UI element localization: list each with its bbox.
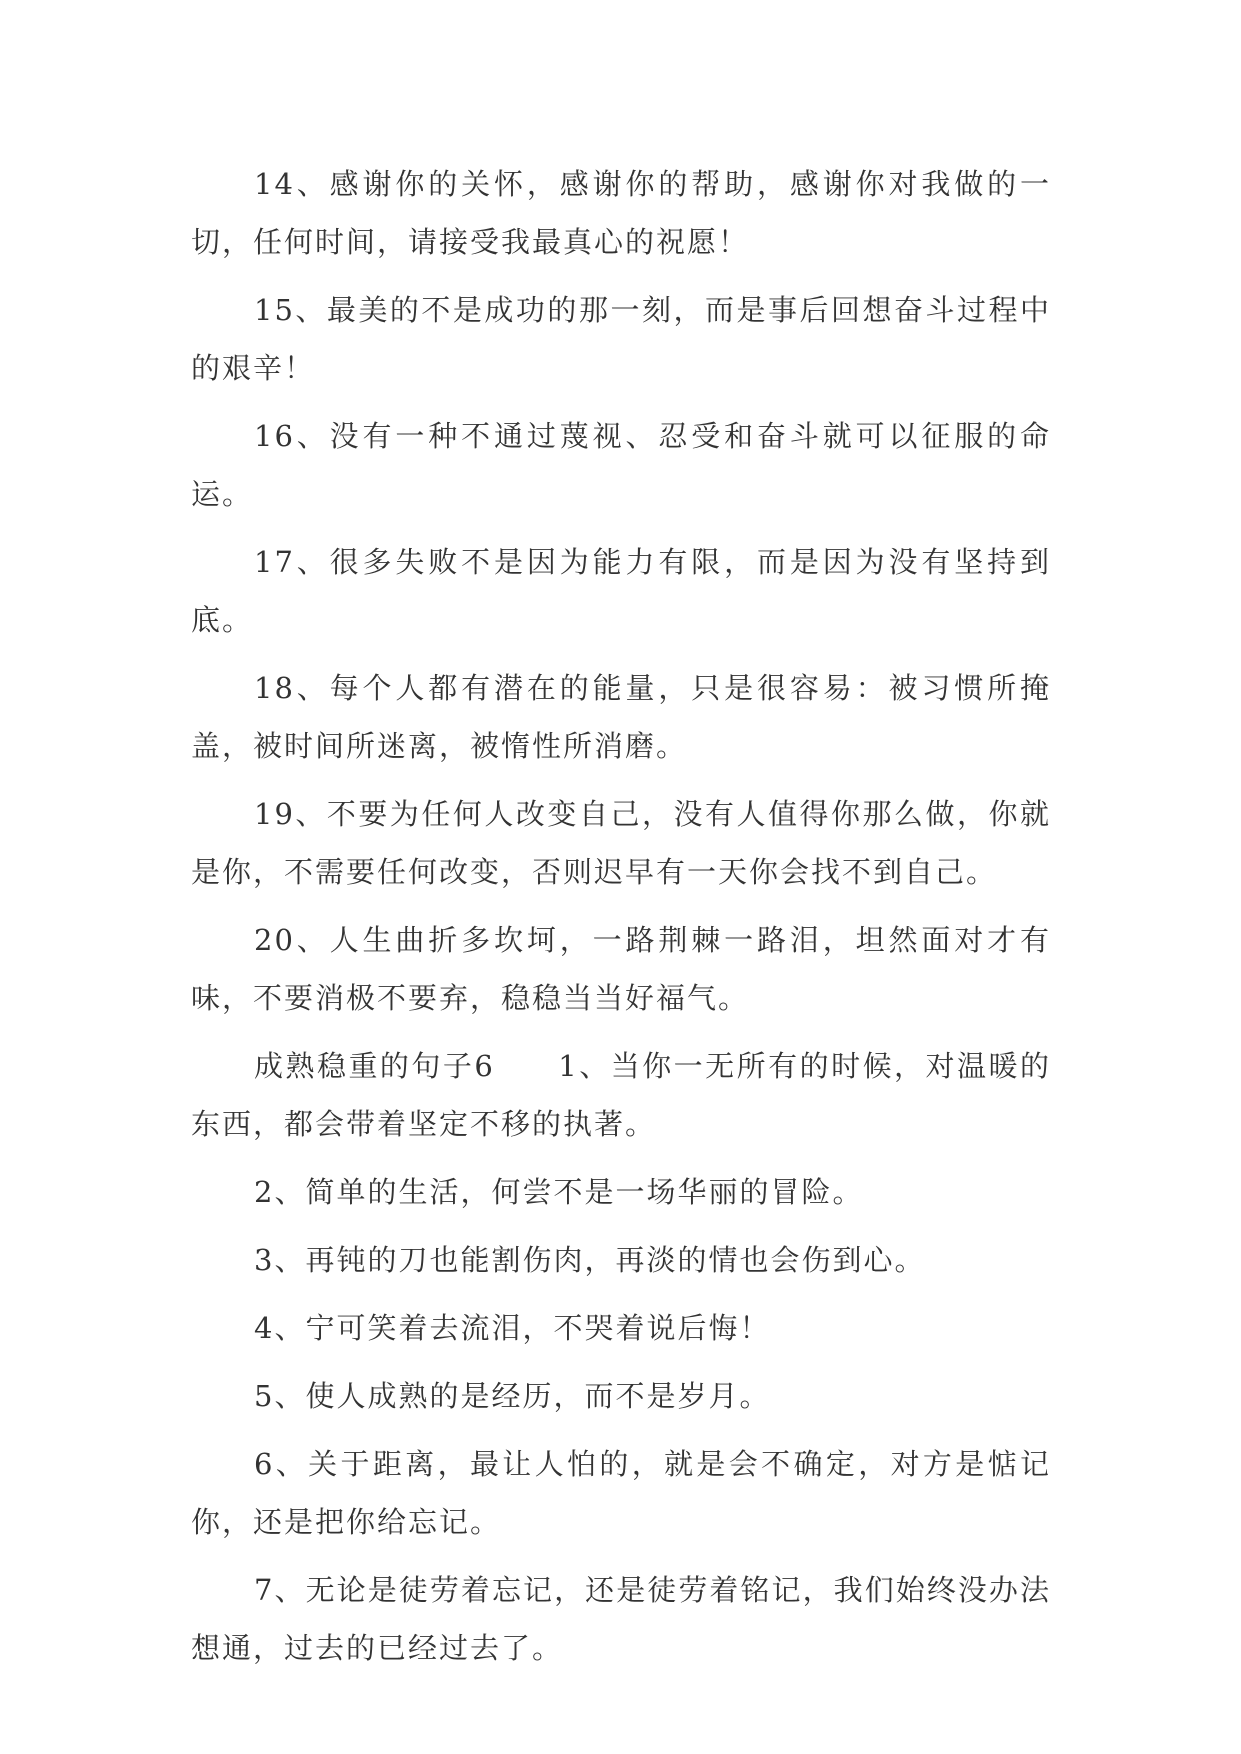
paragraph: 19、不要为任何人改变自己，没有人值得你那么做，你就是你，不需要任何改变，否则迟早有一天你会找不到自己。: [191, 797, 1051, 889]
paragraph: 15、最美的不是成功的那一刻，而是事后回想奋斗过程中的艰辛！: [191, 293, 1051, 385]
paragraph: 7、无论是徒劳着忘记，还是徒劳着铭记，我们始终没办法想通，过去的已经过去了。: [191, 1573, 1051, 1665]
paragraph: 5、使人成熟的是经历，而不是岁月。: [254, 1379, 771, 1413]
paragraph: 6、关于距离，最让人怕的，就是会不确定，对方是惦记你，还是把你给忘记。: [191, 1447, 1051, 1539]
paragraph: 成熟稳重的句子6 1、当你一无所有的时候，对温暖的东西，都会带着坚定不移的执著。: [191, 1049, 1051, 1141]
paragraph: 3、再钝的刀也能割伤肉，再淡的情也会伤到心。: [254, 1243, 926, 1277]
paragraph: 4、宁可笑着去流泪，不哭着说后悔！: [254, 1311, 771, 1345]
paragraph: 20、人生曲折多坎坷，一路荆棘一路泪，坦然面对才有味，不要消极不要弃，稳稳当当好福气。: [191, 923, 1051, 1015]
document-body: [191, 155, 1051, 1687]
paragraph: 16、没有一种不通过蔑视、忍受和奋斗就可以征服的命运。: [191, 419, 1051, 511]
paragraph: 14、感谢你的关怀，感谢你的帮助，感谢你对我做的一切，任何时间，请接受我最真心的祝愿！: [191, 167, 1051, 259]
paragraph: 18、每个人都有潜在的能量，只是很容易：被习惯所掩盖，被时间所迷离，被惰性所消磨。: [191, 671, 1051, 763]
paragraph: 17、很多失败不是因为能力有限，而是因为没有坚持到底。: [191, 545, 1051, 637]
paragraph: 2、简单的生活，何尝不是一场华丽的冒险。: [254, 1175, 864, 1209]
